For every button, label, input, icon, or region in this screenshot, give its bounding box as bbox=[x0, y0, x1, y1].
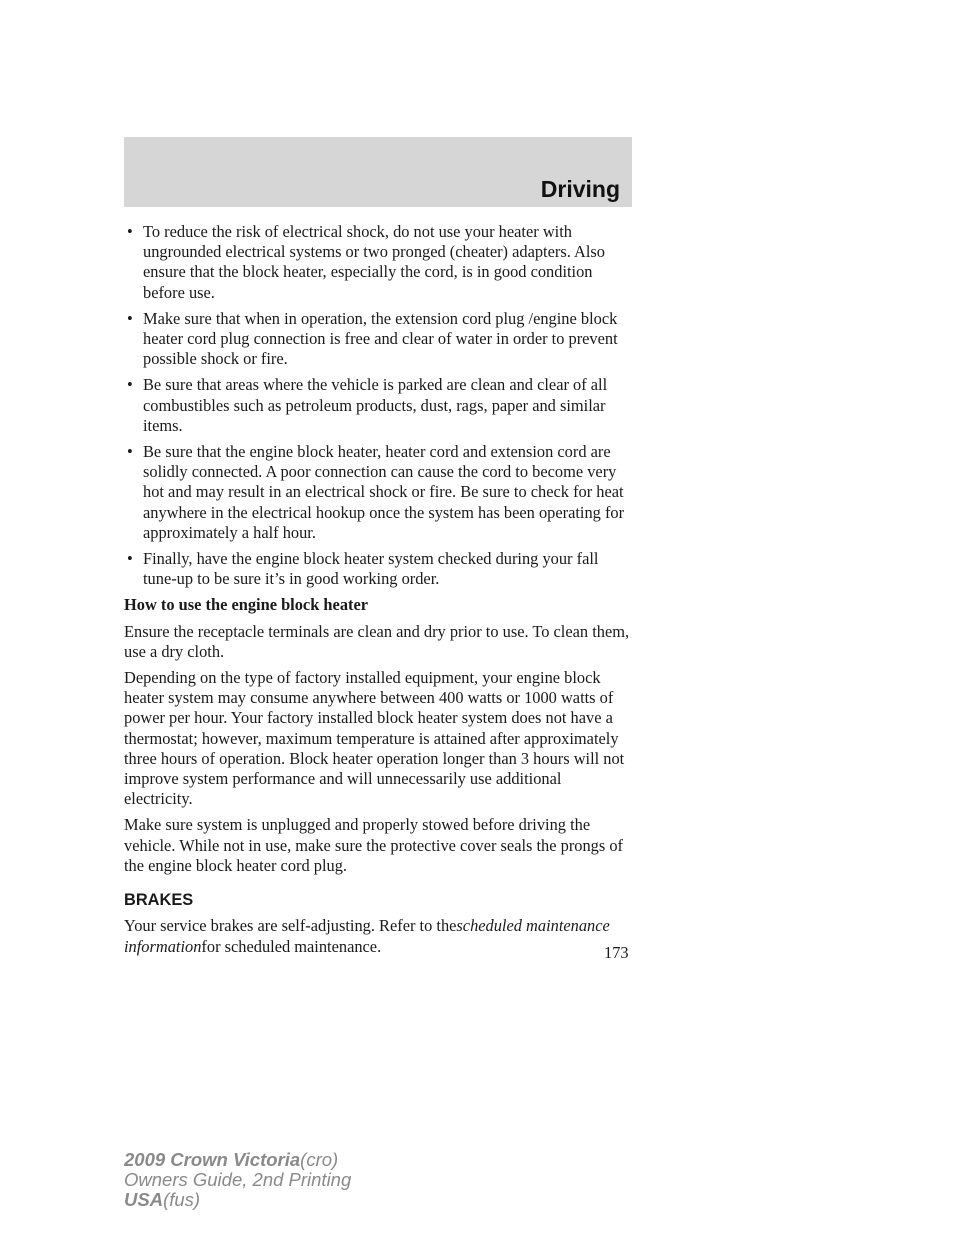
bullet-text: Be sure that areas where the vehicle is parked are clean and clear of all combustibles such as petroleum products, dust, rags, paper and similar items. bbox=[143, 375, 608, 435]
footer-model-code: (cro) bbox=[300, 1149, 339, 1170]
bullet-dot: • bbox=[127, 308, 133, 328]
footer-line-1 bbox=[124, 1150, 351, 1170]
block-heater-paragraph-3: Make sure system is unplugged and properly stowed before driving the vehicle. While not in use, make sure the protective cover seals the prongs of the engine block heater cord plug. bbox=[124, 815, 623, 875]
footer-line-2: Owners Guide, 2nd Printing bbox=[124, 1169, 352, 1190]
brakes-paragraph bbox=[124, 916, 634, 956]
section-title: Driving bbox=[540, 176, 620, 202]
block-heater-paragraph-1: Ensure the receptacle terminals are clean and dry prior to use. To clean them, use a dry cloth. bbox=[124, 621, 630, 661]
brakes-text-end: for scheduled maintenance. bbox=[201, 936, 382, 956]
bullet-dot: • bbox=[127, 375, 133, 395]
page-content bbox=[124, 222, 634, 963]
bullet-dot: • bbox=[127, 442, 133, 462]
bullet-dot: • bbox=[127, 222, 133, 241]
bullet-text: To reduce the risk of electrical shock, do not use your heater with ungrounded electrical systems or two pronged (cheater) adapters. Also ensure that the block heater, especially the cord, is in good condition before use. bbox=[143, 222, 605, 302]
footer-model: 2009 Crown Victoria bbox=[124, 1149, 301, 1170]
bullet-dot: • bbox=[127, 549, 133, 569]
safety-bullet-list bbox=[124, 222, 634, 589]
block-heater-heading: How to use the engine block heater bbox=[124, 595, 369, 615]
page-number: 173 bbox=[604, 943, 629, 962]
section-header-band bbox=[124, 137, 632, 207]
bullet-item bbox=[124, 309, 634, 370]
block-heater-paragraph-2: Depending on the type of factory installed equipment, your engine block heater system may consume anywhere between 400 watts or 1000 watts of power per hour. Your factory installed block heater system does not have a thermostat; however, maximum temperature is attained after approximately three hours of operation. Block heater operation longer than 3 hours will not improve system performance and will unnecessarily use additional electricity. bbox=[124, 668, 625, 809]
maintenance-reference: scheduled maintenance information bbox=[124, 916, 610, 956]
bullet-item bbox=[124, 442, 634, 543]
brakes-text-start: Your service brakes are self-adjusting. Refer to the bbox=[124, 916, 457, 936]
bullet-text: Be sure that the engine block heater, heater cord and extension cord are solidly connected. A poor connection can cause the cord to become very hot and may result in an electrical shock or fire. Be sure to check for heat anywhere in the electrical hookup once the system has been operating for approximately a half hour. bbox=[143, 442, 625, 542]
bullet-item bbox=[124, 222, 634, 303]
bullet-text: Make sure that when in operation, the extension cord plug /engine block heater cord plug connection is free and clear of water in order to prevent possible shock or fire. bbox=[143, 308, 618, 369]
document-footer bbox=[124, 1150, 351, 1210]
bullet-text: Finally, have the engine block heater system checked during your fall tune-up to be sure it’s in good working order. bbox=[143, 549, 599, 589]
footer-market: USA bbox=[124, 1189, 164, 1210]
brakes-heading: BRAKES bbox=[124, 891, 194, 910]
bullet-item bbox=[124, 375, 634, 436]
footer-market-code: (fus) bbox=[163, 1189, 201, 1210]
bullet-item bbox=[124, 549, 634, 589]
footer-line-3 bbox=[124, 1190, 351, 1210]
